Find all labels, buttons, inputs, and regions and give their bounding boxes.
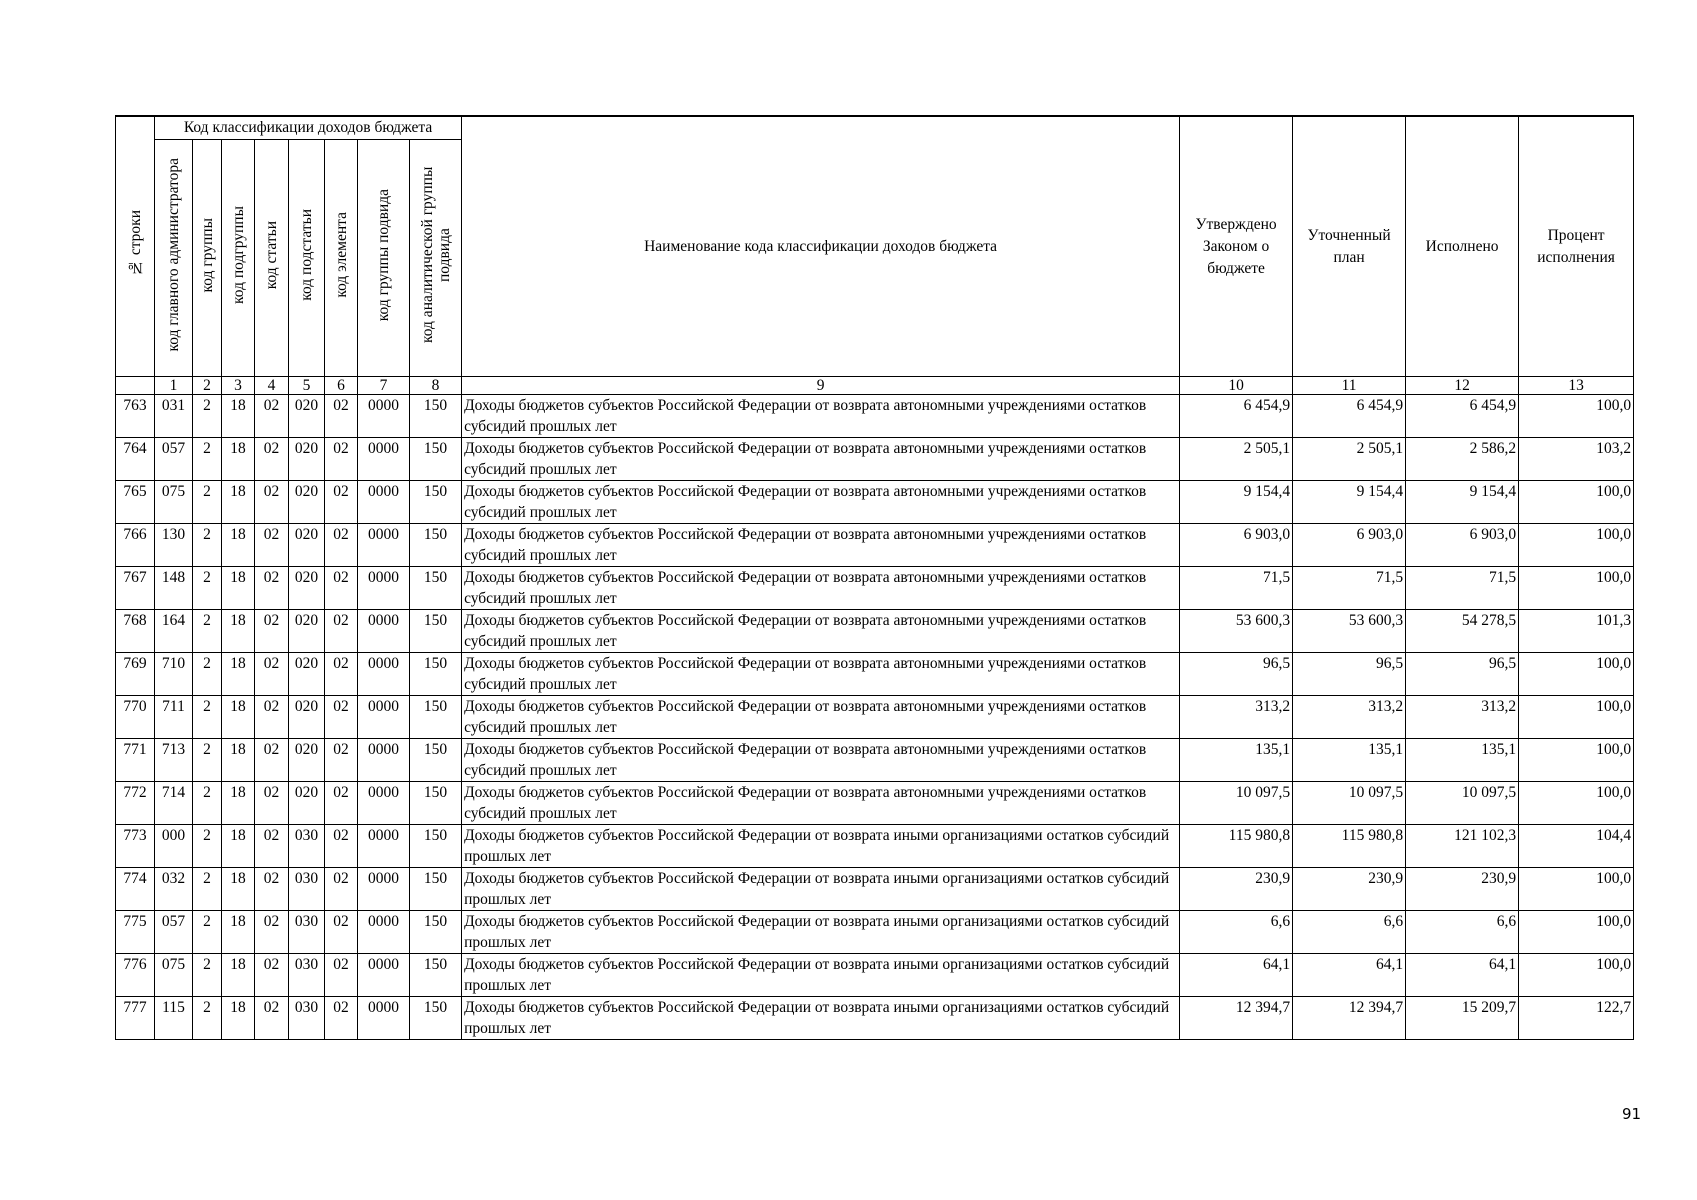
code-group-header: Код классификации доходов бюджета	[155, 116, 462, 140]
article-code: 02	[255, 653, 289, 696]
execution-percent: 100,0	[1519, 868, 1634, 911]
group-code: 2	[193, 610, 222, 653]
revenue-name: Доходы бюджетов субъектов Российской Федерации от возврата автономными учреждениями остатков субсидий прошлых лет	[462, 524, 1180, 567]
analytic-group-code: 150	[410, 610, 462, 653]
element-code: 02	[325, 524, 358, 567]
column-number: 4	[255, 377, 289, 395]
refined-plan-amount: 135,1	[1293, 739, 1406, 782]
table-row	[116, 696, 1634, 739]
revenue-name: Доходы бюджетов субъектов Российской Федерации от возврата иными организациями остатков субсидий прошлых лет	[462, 997, 1180, 1040]
element-code: 02	[325, 438, 358, 481]
revenue-name: Доходы бюджетов субъектов Российской Федерации от возврата иными организациями остатков субсидий прошлых лет	[462, 954, 1180, 997]
refined-plan-amount: 53 600,3	[1293, 610, 1406, 653]
subtype-group-code: 0000	[358, 911, 410, 954]
group-code: 2	[193, 911, 222, 954]
column-number: 13	[1519, 377, 1634, 395]
group-code: 2	[193, 438, 222, 481]
code-col-header: код подстатьи	[289, 140, 325, 377]
admin-code: 057	[155, 911, 193, 954]
refined-plan-amount: 64,1	[1293, 954, 1406, 997]
element-code: 02	[325, 997, 358, 1040]
revenue-name: Доходы бюджетов субъектов Российской Федерации от возврата иными организациями остатков субсидий прошлых лет	[462, 825, 1180, 868]
analytic-group-code: 150	[410, 524, 462, 567]
execution-percent: 100,0	[1519, 567, 1634, 610]
refined-plan-header: Уточненный план	[1293, 116, 1406, 377]
subgroup-code: 18	[222, 911, 255, 954]
column-number: 6	[325, 377, 358, 395]
column-number: 1	[155, 377, 193, 395]
revenue-name: Доходы бюджетов субъектов Российской Федерации от возврата автономными учреждениями остатков субсидий прошлых лет	[462, 696, 1180, 739]
subtype-group-code: 0000	[358, 825, 410, 868]
subtype-group-code: 0000	[358, 438, 410, 481]
analytic-group-code: 150	[410, 954, 462, 997]
admin-code: 130	[155, 524, 193, 567]
article-code: 02	[255, 438, 289, 481]
subtype-group-code: 0000	[358, 567, 410, 610]
revenue-name: Доходы бюджетов субъектов Российской Федерации от возврата автономными учреждениями остатков субсидий прошлых лет	[462, 782, 1180, 825]
approved-amount: 12 394,7	[1180, 997, 1293, 1040]
subtype-group-code: 0000	[358, 610, 410, 653]
admin-code: 713	[155, 739, 193, 782]
group-code: 2	[193, 696, 222, 739]
execution-percent: 100,0	[1519, 653, 1634, 696]
table-row	[116, 868, 1634, 911]
revenue-name: Доходы бюджетов субъектов Российской Федерации от возврата автономными учреждениями остатков субсидий прошлых лет	[462, 438, 1180, 481]
admin-code: 031	[155, 395, 193, 438]
executed-amount: 230,9	[1406, 868, 1519, 911]
revenue-table	[115, 115, 1634, 1040]
executed-amount: 313,2	[1406, 696, 1519, 739]
subarticle-code: 020	[289, 481, 325, 524]
subtype-group-code: 0000	[358, 524, 410, 567]
subarticle-code: 020	[289, 524, 325, 567]
analytic-group-code: 150	[410, 438, 462, 481]
group-code: 2	[193, 997, 222, 1040]
admin-code: 075	[155, 481, 193, 524]
subtype-group-code: 0000	[358, 954, 410, 997]
admin-code: 710	[155, 653, 193, 696]
code-col-header: код группы подвида	[358, 140, 410, 377]
row-number: 767	[116, 567, 155, 610]
executed-amount: 6 903,0	[1406, 524, 1519, 567]
approved-amount: 135,1	[1180, 739, 1293, 782]
subtype-group-code: 0000	[358, 997, 410, 1040]
table-row	[116, 610, 1634, 653]
element-code: 02	[325, 782, 358, 825]
code-col-header: код аналитической группы подвида	[410, 140, 462, 377]
code-col-header: код элемента	[325, 140, 358, 377]
element-code: 02	[325, 567, 358, 610]
element-code: 02	[325, 610, 358, 653]
article-code: 02	[255, 739, 289, 782]
approved-header: Утверждено Законом о бюджете	[1180, 116, 1293, 377]
table-row	[116, 825, 1634, 868]
subgroup-code: 18	[222, 739, 255, 782]
refined-plan-amount: 71,5	[1293, 567, 1406, 610]
admin-code: 148	[155, 567, 193, 610]
admin-code: 714	[155, 782, 193, 825]
article-code: 02	[255, 911, 289, 954]
approved-amount: 115 980,8	[1180, 825, 1293, 868]
subarticle-code: 020	[289, 696, 325, 739]
analytic-group-code: 150	[410, 868, 462, 911]
column-number: 7	[358, 377, 410, 395]
subtype-group-code: 0000	[358, 653, 410, 696]
analytic-group-code: 150	[410, 653, 462, 696]
analytic-group-code: 150	[410, 395, 462, 438]
refined-plan-amount: 6 903,0	[1293, 524, 1406, 567]
admin-code: 115	[155, 997, 193, 1040]
approved-amount: 64,1	[1180, 954, 1293, 997]
analytic-group-code: 150	[410, 997, 462, 1040]
article-code: 02	[255, 954, 289, 997]
approved-amount: 230,9	[1180, 868, 1293, 911]
revenue-name: Доходы бюджетов субъектов Российской Федерации от возврата иными организациями остатков субсидий прошлых лет	[462, 868, 1180, 911]
revenue-name: Доходы бюджетов субъектов Российской Федерации от возврата автономными учреждениями остатков субсидий прошлых лет	[462, 739, 1180, 782]
approved-amount: 71,5	[1180, 567, 1293, 610]
refined-plan-amount: 313,2	[1293, 696, 1406, 739]
column-number-row	[116, 377, 1634, 395]
subarticle-code: 020	[289, 438, 325, 481]
article-code: 02	[255, 782, 289, 825]
article-code: 02	[255, 567, 289, 610]
subgroup-code: 18	[222, 567, 255, 610]
row-number: 765	[116, 481, 155, 524]
execution-percent: 100,0	[1519, 696, 1634, 739]
analytic-group-code: 150	[410, 739, 462, 782]
execution-percent: 104,4	[1519, 825, 1634, 868]
table-row	[116, 481, 1634, 524]
column-number: 12	[1406, 377, 1519, 395]
row-number: 768	[116, 610, 155, 653]
executed-amount: 15 209,7	[1406, 997, 1519, 1040]
article-code: 02	[255, 395, 289, 438]
column-number: 8	[410, 377, 462, 395]
table-row	[116, 653, 1634, 696]
subgroup-code: 18	[222, 395, 255, 438]
refined-plan-amount: 9 154,4	[1293, 481, 1406, 524]
column-number: 10	[1180, 377, 1293, 395]
row-number: 777	[116, 997, 155, 1040]
group-code: 2	[193, 395, 222, 438]
subgroup-code: 18	[222, 997, 255, 1040]
row-number: 763	[116, 395, 155, 438]
execution-percent: 100,0	[1519, 481, 1634, 524]
subtype-group-code: 0000	[358, 739, 410, 782]
group-code: 2	[193, 567, 222, 610]
subarticle-code: 020	[289, 653, 325, 696]
group-code: 2	[193, 954, 222, 997]
approved-amount: 6 903,0	[1180, 524, 1293, 567]
subarticle-code: 030	[289, 868, 325, 911]
approved-amount: 9 154,4	[1180, 481, 1293, 524]
subarticle-code: 030	[289, 911, 325, 954]
admin-code: 075	[155, 954, 193, 997]
code-col-header: код статьи	[255, 140, 289, 377]
executed-amount: 10 097,5	[1406, 782, 1519, 825]
element-code: 02	[325, 395, 358, 438]
execution-percent: 100,0	[1519, 395, 1634, 438]
element-code: 02	[325, 739, 358, 782]
execution-percent: 100,0	[1519, 782, 1634, 825]
admin-code: 032	[155, 868, 193, 911]
executed-amount: 9 154,4	[1406, 481, 1519, 524]
subgroup-code: 18	[222, 438, 255, 481]
row-number: 776	[116, 954, 155, 997]
subgroup-code: 18	[222, 481, 255, 524]
executed-amount: 71,5	[1406, 567, 1519, 610]
group-code: 2	[193, 653, 222, 696]
revenue-name: Доходы бюджетов субъектов Российской Федерации от возврата автономными учреждениями остатков субсидий прошлых лет	[462, 653, 1180, 696]
refined-plan-amount: 230,9	[1293, 868, 1406, 911]
subgroup-code: 18	[222, 868, 255, 911]
row-number: 764	[116, 438, 155, 481]
column-number: 11	[1293, 377, 1406, 395]
execution-percent: 101,3	[1519, 610, 1634, 653]
name-header: Наименование кода классификации доходов бюджета	[462, 116, 1180, 377]
execution-percent: 100,0	[1519, 954, 1634, 997]
executed-amount: 64,1	[1406, 954, 1519, 997]
subtype-group-code: 0000	[358, 395, 410, 438]
refined-plan-amount: 96,5	[1293, 653, 1406, 696]
subarticle-code: 030	[289, 954, 325, 997]
subgroup-code: 18	[222, 610, 255, 653]
element-code: 02	[325, 653, 358, 696]
subtype-group-code: 0000	[358, 481, 410, 524]
group-code: 2	[193, 739, 222, 782]
refined-plan-amount: 2 505,1	[1293, 438, 1406, 481]
executed-amount: 121 102,3	[1406, 825, 1519, 868]
subarticle-code: 020	[289, 395, 325, 438]
table-row	[116, 438, 1634, 481]
article-code: 02	[255, 481, 289, 524]
article-code: 02	[255, 997, 289, 1040]
revenue-name: Доходы бюджетов субъектов Российской Федерации от возврата автономными учреждениями остатков субсидий прошлых лет	[462, 395, 1180, 438]
element-code: 02	[325, 481, 358, 524]
approved-amount: 6 454,9	[1180, 395, 1293, 438]
article-code: 02	[255, 524, 289, 567]
subgroup-code: 18	[222, 696, 255, 739]
table-row	[116, 739, 1634, 782]
code-col-header: код подгруппы	[222, 140, 255, 377]
refined-plan-amount: 6,6	[1293, 911, 1406, 954]
row-number: 769	[116, 653, 155, 696]
column-number: 2	[193, 377, 222, 395]
table-row	[116, 954, 1634, 997]
executed-header: Исполнено	[1406, 116, 1519, 377]
article-code: 02	[255, 868, 289, 911]
subtype-group-code: 0000	[358, 868, 410, 911]
analytic-group-code: 150	[410, 911, 462, 954]
approved-amount: 96,5	[1180, 653, 1293, 696]
execution-percent: 100,0	[1519, 524, 1634, 567]
revenue-name: Доходы бюджетов субъектов Российской Федерации от возврата автономными учреждениями остатков субсидий прошлых лет	[462, 567, 1180, 610]
column-number: 5	[289, 377, 325, 395]
refined-plan-amount: 12 394,7	[1293, 997, 1406, 1040]
refined-plan-amount: 10 097,5	[1293, 782, 1406, 825]
analytic-group-code: 150	[410, 696, 462, 739]
element-code: 02	[325, 911, 358, 954]
admin-code: 057	[155, 438, 193, 481]
row-number: 773	[116, 825, 155, 868]
analytic-group-code: 150	[410, 481, 462, 524]
approved-amount: 2 505,1	[1180, 438, 1293, 481]
row-number: 775	[116, 911, 155, 954]
executed-amount: 6,6	[1406, 911, 1519, 954]
subarticle-code: 020	[289, 782, 325, 825]
subtype-group-code: 0000	[358, 696, 410, 739]
executed-amount: 6 454,9	[1406, 395, 1519, 438]
table-row	[116, 782, 1634, 825]
executed-amount: 96,5	[1406, 653, 1519, 696]
table-row	[116, 395, 1634, 438]
element-code: 02	[325, 825, 358, 868]
code-col-header: код группы	[193, 140, 222, 377]
execution-percent: 100,0	[1519, 739, 1634, 782]
table-row	[116, 524, 1634, 567]
refined-plan-amount: 6 454,9	[1293, 395, 1406, 438]
execution-percent: 100,0	[1519, 911, 1634, 954]
admin-code: 164	[155, 610, 193, 653]
row-number: 770	[116, 696, 155, 739]
subarticle-code: 020	[289, 567, 325, 610]
column-number: 3	[222, 377, 255, 395]
code-col-header: код главного администратора	[155, 140, 193, 377]
admin-code: 000	[155, 825, 193, 868]
element-code: 02	[325, 954, 358, 997]
article-code: 02	[255, 696, 289, 739]
element-code: 02	[325, 868, 358, 911]
column-number	[116, 377, 155, 395]
executed-amount: 2 586,2	[1406, 438, 1519, 481]
analytic-group-code: 150	[410, 782, 462, 825]
group-code: 2	[193, 782, 222, 825]
subtype-group-code: 0000	[358, 782, 410, 825]
row-number: 774	[116, 868, 155, 911]
subarticle-code: 020	[289, 739, 325, 782]
row-number: 772	[116, 782, 155, 825]
approved-amount: 10 097,5	[1180, 782, 1293, 825]
refined-plan-amount: 115 980,8	[1293, 825, 1406, 868]
analytic-group-code: 150	[410, 825, 462, 868]
article-code: 02	[255, 610, 289, 653]
approved-amount: 53 600,3	[1180, 610, 1293, 653]
group-code: 2	[193, 524, 222, 567]
table-row	[116, 567, 1634, 610]
subgroup-code: 18	[222, 653, 255, 696]
row-number: 771	[116, 739, 155, 782]
group-code: 2	[193, 868, 222, 911]
executed-amount: 135,1	[1406, 739, 1519, 782]
page-number: 91	[1622, 1105, 1642, 1123]
approved-amount: 6,6	[1180, 911, 1293, 954]
subarticle-code: 020	[289, 610, 325, 653]
element-code: 02	[325, 696, 358, 739]
execution-percent: 103,2	[1519, 438, 1634, 481]
row-number-header: № строки	[116, 116, 155, 377]
subgroup-code: 18	[222, 524, 255, 567]
table-row	[116, 911, 1634, 954]
subgroup-code: 18	[222, 782, 255, 825]
subarticle-code: 030	[289, 825, 325, 868]
analytic-group-code: 150	[410, 567, 462, 610]
approved-amount: 313,2	[1180, 696, 1293, 739]
execution-percent: 122,7	[1519, 997, 1634, 1040]
subgroup-code: 18	[222, 954, 255, 997]
revenue-name: Доходы бюджетов субъектов Российской Федерации от возврата автономными учреждениями остатков субсидий прошлых лет	[462, 481, 1180, 524]
column-number: 9	[462, 377, 1180, 395]
subgroup-code: 18	[222, 825, 255, 868]
percent-header: Процент исполнения	[1519, 116, 1634, 377]
admin-code: 711	[155, 696, 193, 739]
subarticle-code: 030	[289, 997, 325, 1040]
row-number: 766	[116, 524, 155, 567]
budget-revenue-table	[115, 115, 1633, 1040]
group-code: 2	[193, 825, 222, 868]
executed-amount: 54 278,5	[1406, 610, 1519, 653]
table-body	[116, 395, 1634, 1040]
article-code: 02	[255, 825, 289, 868]
revenue-name: Доходы бюджетов субъектов Российской Федерации от возврата автономными учреждениями остатков субсидий прошлых лет	[462, 610, 1180, 653]
group-code: 2	[193, 481, 222, 524]
revenue-name: Доходы бюджетов субъектов Российской Федерации от возврата иными организациями остатков субсидий прошлых лет	[462, 911, 1180, 954]
table-row	[116, 997, 1634, 1040]
